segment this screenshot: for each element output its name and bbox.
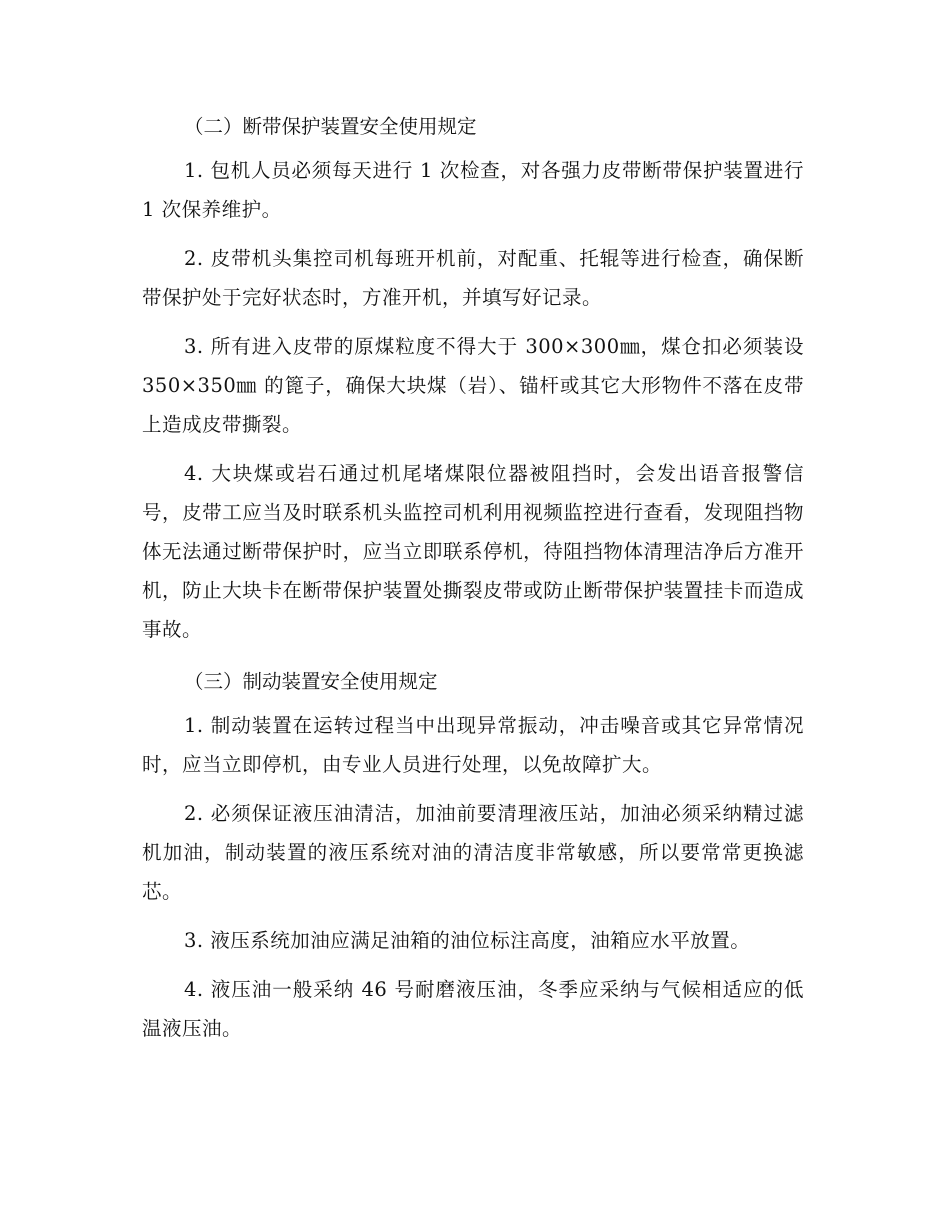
section3-item-1: 1. 制动装置在运转过程当中出现异常振动，冲击噪音或其它异常情况时，应当立即停机，由专业人员进行处理，以免故障扩大。: [142, 714, 804, 776]
document-body: [142, 104, 804, 1058]
section2-item-4: 4. 大块煤或岩石通过机尾堵煤限位器被阻挡时，会发出语音报警信号，皮带工应当及时联系机头监控司机利用视频监控进行查看，发现阻挡物体无法通过断带保护时，应当立即联系停机，待阻挡物体清理洁净后方准开机，防止大块卡在断带保护装置处撕裂皮带或防止断带保护装置挂卡而造成事故。: [142, 462, 804, 641]
section3-item-2: 2. 必须保证液压油清洁，加油前要清理液压站，加油必须采纳精过滤机加油，制动装置的液压系统对油的清洁度非常敏感，所以要常常更换滤芯。: [142, 802, 804, 903]
section2-item-2: 2. 皮带机头集控司机每班开机前，对配重、托辊等进行检查，确保断带保护处于完好状态时，方准开机，并填写好记录。: [142, 247, 804, 309]
section-heading-3: （三）制动装置安全使用规定: [184, 670, 438, 693]
section2-item-1: 1. 包机人员必须每天进行 1 次检查，对各强力皮带断带保护装置进行 1 次保养维护。: [142, 159, 804, 221]
section-heading-2: （二）断带保护装置安全使用规定: [184, 115, 477, 138]
section3-item-4: 4. 液压油一般采纳 46 号耐磨液压油，冬季应采纳与气候相适应的低温液压油。: [142, 978, 804, 1040]
section3-item-3: 3. 液压系统加油应满足油箱的油位标注高度，油箱应水平放置。: [184, 929, 751, 952]
section2-item-3: 3. 所有进入皮带的原煤粒度不得大于 300×300㎜，煤仓扣必须装设 350×350㎜ 的篦子，确保大块煤（岩）、锚杆或其它大形物件不落在皮带上造成皮带撕裂。: [142, 335, 804, 436]
